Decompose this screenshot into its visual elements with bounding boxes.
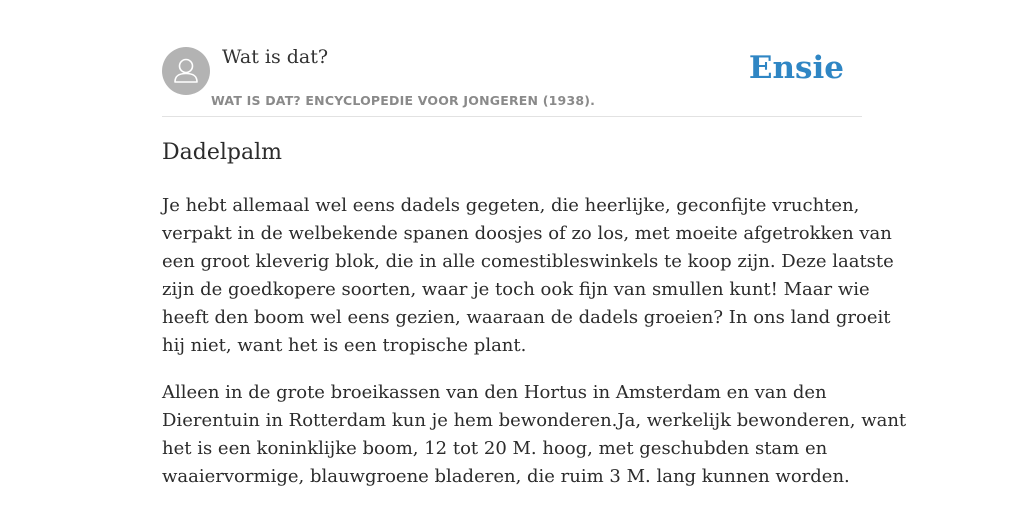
paragraph-line: Je hebt allemaal wel eens dadels gegeten, die heerlijke, geconfijte vruchten, (162, 195, 860, 216)
paragraph-line: een groot kleverig blok, die in alle comestibleswinkels te koop zijn. Deze laatste (162, 251, 894, 272)
paragraph-line: hij niet, want het is een tropische plant. (162, 335, 527, 356)
ensie-logo-link[interactable]: Ensie (748, 50, 844, 86)
source-title[interactable]: Wat is dat? (222, 46, 329, 68)
user-silhouette-icon (162, 47, 210, 95)
paragraph-line: heeft den boom wel eens gezien, waaraan de dadels groeien? In ons land groeit (162, 307, 891, 328)
article-page (162, 0, 907, 487)
article-paragraph-2 (162, 379, 907, 491)
article-title: Dadelpalm (162, 140, 282, 165)
paragraph-line: het is een koninklijke boom, 12 tot 20 M. hoog, met geschubden stam en (162, 438, 828, 459)
source-avatar[interactable] (162, 47, 210, 95)
paragraph-line: waaiervormige, blauwgroene bladeren, die ruim 3 M. lang kunnen worden. (162, 466, 850, 487)
paragraph-line: Alleen in de grote broeikassen van den Hortus in Amsterdam en van den (162, 382, 827, 403)
paragraph-line: verpakt in de welbekende spanen doosjes of zo los, met moeite afgetrokken van (162, 223, 892, 244)
article-paragraph-1 (162, 192, 894, 360)
source-header (162, 0, 862, 117)
paragraph-line: zijn de goedkopere soorten, waar je toch ook fijn van smullen kunt! Maar wie (162, 279, 870, 300)
source-subtitle[interactable]: WAT IS DAT? ENCYCLOPEDIE VOOR JONGEREN (1938). (211, 93, 596, 108)
paragraph-line: Dierentuin in Rotterdam kun je hem bewonderen.Ja, werkelijk bewonderen, want (162, 410, 907, 431)
